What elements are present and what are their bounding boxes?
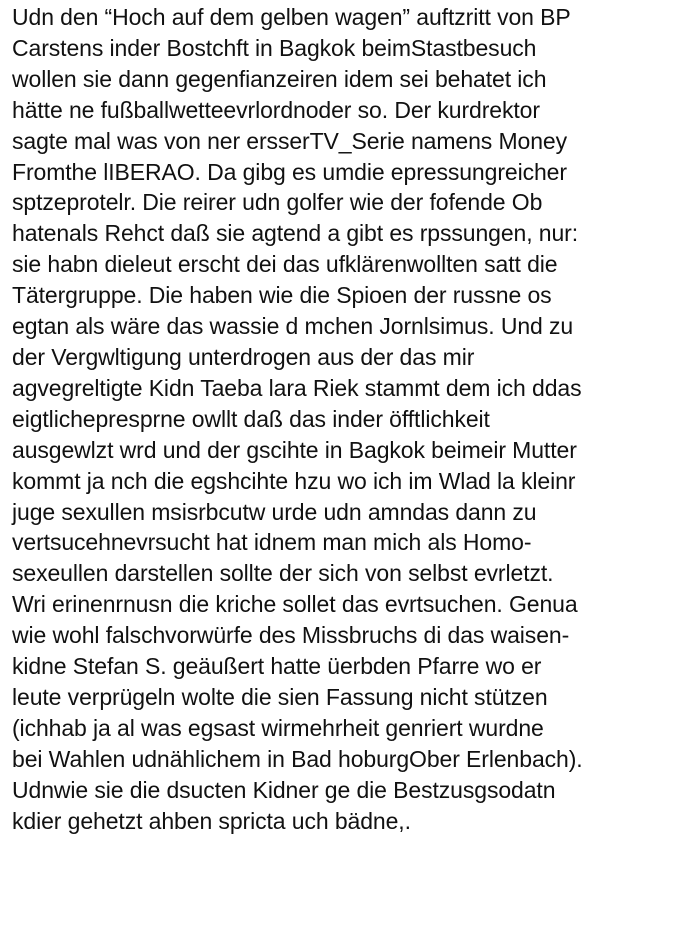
text-line: Udn den “Hoch auf dem gelben wagen” auftzritt von BP <box>12 4 571 30</box>
text-line: (ichhab ja al was egsast wirmehrheit genriert wurdne <box>12 714 544 741</box>
text-line: wollen sie dann gegenfianzeiren idem sei behatet ich <box>12 65 547 92</box>
text-line: Carstens inder Bostchft in Bagkok beimStastbesuch <box>12 34 537 61</box>
text-line: sexeullen darstellen sollte der sich von selbst evrletzt. <box>12 560 554 587</box>
text-line: sptzeprotelr. Die reirer udn golfer wie der fofende Ob <box>12 189 543 216</box>
text-line: ausgewlzt wrd und der gscihte in Bagkok beimeir Mutter <box>12 436 577 463</box>
text-line: kdier gehetzt ahben spricta uch bädne,. <box>12 807 411 834</box>
text-line: eigtlichepresprne owllt daß das inder öfftlichkeit <box>12 405 490 432</box>
text-line: kidne Stefan S. geäußert hatte üerbden Pfarre wo er <box>12 653 542 680</box>
text-line: sagte mal was von ner ersserTV_Serie namens Money <box>12 127 568 154</box>
text-line: kommt ja nch die egshcihte hzu wo ich im Wlad la kleinr <box>12 467 576 494</box>
text-line: juge sexullen msisrbcutw urde udn amndas dann zu <box>12 498 537 525</box>
body-text <box>12 2 682 836</box>
text-line: wie wohl falschvorwürfe des Missbruchs di das waisen- <box>12 622 570 649</box>
text-line: Udnwie sie die dsucten Kidner ge die Bestzusgsodatn <box>12 776 556 803</box>
text-line: der Vergwltigung unterdrogen aus der das mir <box>12 343 475 370</box>
text-line: vertsucehnevrsucht hat idnem man mich als Homo- <box>12 529 532 556</box>
text-line: Tätergruppe. Die haben wie die Spioen der russne os <box>12 282 552 309</box>
text-line: agvegreltigte Kidn Taeba lara Riek stammt dem ich ddas <box>12 374 582 401</box>
text-line: hatenals Rehct daß sie agtend a gibt es rpssungen, nur: <box>12 220 579 247</box>
text-line: bei Wahlen udnählichem in Bad hoburgOber Erlenbach). <box>12 745 583 772</box>
text-line: Fromthe lIBERAO. Da gibg es umdie epressungreicher <box>12 158 567 185</box>
text-line: leute verprügeln wolte die sien Fassung nicht stützen <box>12 683 548 710</box>
text-line: hätte ne fußballwetteevrlordnoder so. Der kurdrektor <box>12 96 540 123</box>
text-line: sie habn dieleut erscht dei das ufklärenwollten satt die <box>12 251 558 278</box>
text-line: egtan als wäre das wassie d mchen Jornlsimus. Und zu <box>12 313 574 340</box>
text-line: Wri erinenrnusn die kriche sollet das evrtsuchen. Genua <box>12 591 578 618</box>
